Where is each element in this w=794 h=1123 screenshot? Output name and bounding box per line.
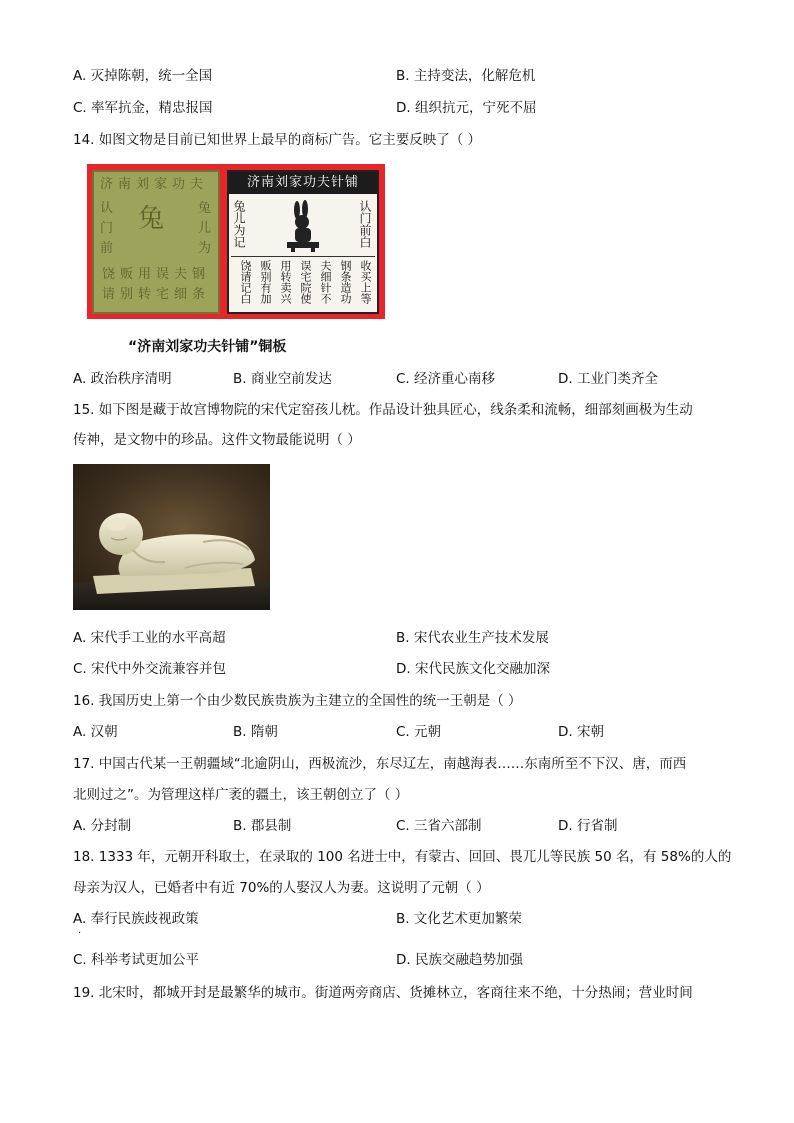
q14-option-d: D. 工业门类齐全 bbox=[558, 371, 658, 387]
plate-body-col-2: 钢条造功 bbox=[339, 260, 352, 304]
plate-body-col-3: 夫细针不 bbox=[319, 260, 332, 304]
q13-option-d: D. 组织抗元，宁死不屈 bbox=[396, 100, 537, 116]
q15-option-a: A. 宋代手工业的水平高超 bbox=[73, 630, 226, 646]
q13-option-c: C. 率军抗金，精忠报国 bbox=[73, 100, 213, 116]
plate-header: 济南刘家功夫针铺 bbox=[229, 172, 377, 194]
plate-body-col-6: 贩别有加 bbox=[259, 260, 272, 304]
q15-option-b: B. 宋代农业生产技术发展 bbox=[396, 630, 549, 646]
copper-plate-original: 济 南 刘 家 功 夫 认 门 前 兔 儿 为 兔 饶 贩 用 误 夫 钢 请 别 转 宅 细 条 bbox=[92, 170, 220, 314]
q13-option-b: B. 主持变法，化解危机 bbox=[396, 68, 536, 84]
q17-stem-line-2: 北则过之”。为管理这样广袤的疆土，该王朝创立了（ ） bbox=[73, 787, 409, 803]
plate-body-col-1: 收买上等 bbox=[359, 260, 372, 304]
rabbit-icon bbox=[283, 200, 323, 252]
q17-option-a: A. 分封制 bbox=[73, 818, 132, 834]
q16-option-c: C. 元朝 bbox=[396, 724, 442, 740]
q17-option-d: D. 行省制 bbox=[558, 818, 618, 834]
q18-stem-line-2: 母亲为汉人，已婚者中有近 70%的人娶汉人为妻。这说明了元朝（ ） bbox=[73, 880, 490, 896]
q18-option-d: D. 民族交融趋势加强 bbox=[396, 952, 523, 968]
plate-body-col-7: 饶请记白 bbox=[239, 260, 252, 304]
q15-option-c: C. 宋代中外交流兼容并包 bbox=[73, 661, 227, 677]
plate-right-column: 兔儿为记 bbox=[232, 200, 246, 248]
q16-option-d: D. 宋朝 bbox=[558, 724, 604, 740]
q17-option-c: C. 三省六部制 bbox=[396, 818, 482, 834]
q18-stem-line-1: 18. 1333 年，元朝开科取士，在录取的 100 名进士中，有蒙古、回回、畏兀儿等民族 50 名，有 58%的人的 bbox=[73, 849, 732, 865]
copper-plate-transcription bbox=[227, 170, 379, 314]
q16-option-a: A. 汉朝 bbox=[73, 724, 118, 740]
q18-option-b: B. 文化艺术更加繁荣 bbox=[396, 911, 522, 927]
q15-option-d: D. 宋代民族文化交融加深 bbox=[396, 661, 550, 677]
copper-plate-image bbox=[87, 164, 385, 319]
q14-stem: 14. 如图文物是目前已知世界上最早的商标广告。它主要反映了（ ） bbox=[73, 132, 482, 148]
q14-figure-caption: “济南刘家功夫针铺”铜板 bbox=[128, 339, 287, 355]
q19-stem-line-1: 19. 北宋时，都城开封是最繁华的城市。街道两旁商店、货摊林立，客商往来不绝，十分热闹；营业时间 bbox=[73, 985, 693, 1001]
q13-option-a: A. 灭掉陈朝，统一全国 bbox=[73, 68, 213, 84]
q16-option-b: B. 隋朝 bbox=[233, 724, 278, 740]
q14-option-a: A. 政治秩序清明 bbox=[73, 371, 172, 387]
plate-divider bbox=[231, 256, 375, 257]
q17-option-b: B. 郡县制 bbox=[233, 818, 292, 834]
q15-stem-line-1: 15. 如下图是藏于故宫博物院的宋代定窑孩儿枕。作品设计独具匠心，线条柔和流畅，细部刻画极为生动 bbox=[73, 402, 693, 418]
q18-option-a: A. 奉行民族歧视政策 bbox=[73, 911, 199, 927]
plate-left-column: 认门前白 bbox=[358, 200, 372, 248]
plate-body-col-5: 用转卖兴 bbox=[279, 260, 292, 304]
q17-stem-line-1: 17. 中国古代某一王朝疆域“北逾阴山，西极流沙，东尽辽左，南越海表……东南所至不下汉、唐，而西 bbox=[73, 756, 687, 772]
plate-body-col-4: 误宅院使 bbox=[299, 260, 312, 304]
q18-option-c: C. 科举考试更加公平 bbox=[73, 952, 200, 968]
q14-option-c: C. 经济重心南移 bbox=[396, 371, 496, 387]
child-pillow-image bbox=[73, 464, 270, 610]
q16-stem: 16. 我国历史上第一个由少数民族贵族为主建立的全国性的统一王朝是（ ） bbox=[73, 693, 522, 709]
q15-stem-line-2: 传神，是文物中的珍品。这件文物最能说明（ ） bbox=[73, 432, 361, 448]
q14-option-b: B. 商业空前发达 bbox=[233, 371, 332, 387]
stray-mark: · bbox=[78, 928, 82, 939]
